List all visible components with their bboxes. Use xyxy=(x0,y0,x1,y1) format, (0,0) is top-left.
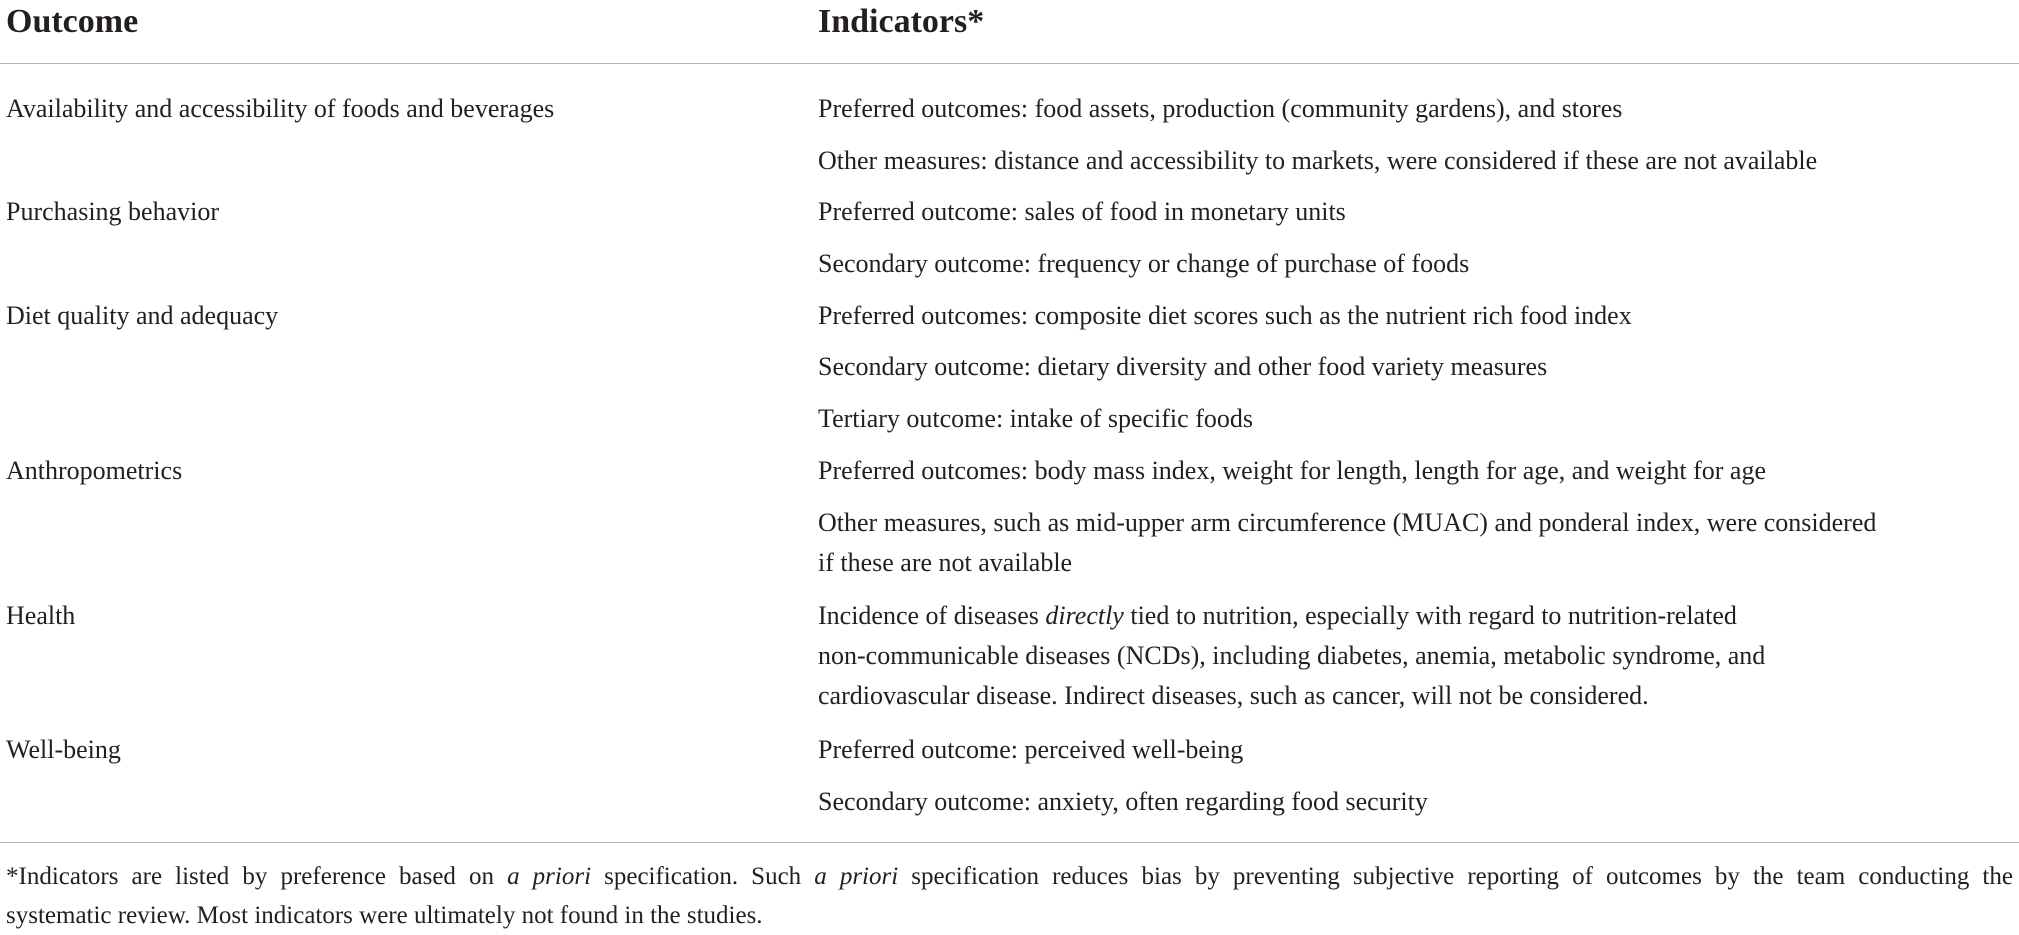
header-indicators: Indicators* xyxy=(818,3,985,40)
indicator-line: Preferred outcomes: composite diet scores such as the nutrient rich food index xyxy=(818,301,1632,330)
indicator-line: Other measures, such as mid-upper arm circumference (MUAC) and ponderal index, were considered xyxy=(818,508,1877,537)
outcome-purchasing: Purchasing behavior xyxy=(6,197,220,226)
header-rule xyxy=(0,63,2019,64)
emphasis-directly: directly xyxy=(1045,601,1124,630)
indicator-line: Preferred outcome: sales of food in monetary units xyxy=(818,197,1346,226)
footnote-text: *Indicators are listed by preference based on xyxy=(6,863,508,890)
footnote-text: specification. Such xyxy=(591,863,815,890)
table-footnote-line2: systematic review. Most indicators were ultimately not found in the studies. xyxy=(6,902,763,929)
indicator-line: Tertiary outcome: intake of specific foods xyxy=(818,404,1253,433)
header-outcome: Outcome xyxy=(6,3,139,40)
footnote-text: specification reduces bias by preventing subjective reporting of outcomes by the team conducting the xyxy=(898,863,2013,890)
footnote-italic: a priori xyxy=(507,863,592,890)
table-footnote xyxy=(6,857,2013,896)
indicator-line: Preferred outcomes: body mass index, weight for length, length for age, and weight for age xyxy=(818,456,1766,485)
outcome-availability: Availability and accessibility of foods and beverages xyxy=(6,94,555,123)
outcome-health: Health xyxy=(6,601,76,630)
outcome-well-being: Well-being xyxy=(6,735,121,764)
indicator-line: Secondary outcome: dietary diversity and other food variety measures xyxy=(818,352,1548,381)
indicator-line: Preferred outcome: perceived well-being xyxy=(818,735,1244,764)
indicator-line: if these are not available xyxy=(818,548,1073,577)
indicator-line: Secondary outcome: frequency or change of purchase of foods xyxy=(818,249,1470,278)
outcome-diet-quality: Diet quality and adequacy xyxy=(6,301,279,330)
indicator-line: Other measures: distance and accessibility to markets, were considered if these are not available xyxy=(818,146,1818,175)
indicator-line: non-communicable diseases (NCDs), including diabetes, anemia, metabolic syndrome, and xyxy=(818,641,1766,670)
footer-rule xyxy=(0,842,2019,843)
indicator-line: cardiovascular disease. Indirect diseases, such as cancer, will not be considered. xyxy=(818,681,1649,710)
indicator-line: Secondary outcome: anxiety, often regarding food security xyxy=(818,787,1428,816)
footnote-italic: a priori xyxy=(814,863,899,890)
indicator-line: Preferred outcomes: food assets, production (community gardens), and stores xyxy=(818,94,1623,123)
indicator-line: Incidence of diseases directly tied to nutrition, especially with regard to nutrition-related xyxy=(818,601,1737,630)
outcome-anthropometrics: Anthropometrics xyxy=(6,456,183,485)
